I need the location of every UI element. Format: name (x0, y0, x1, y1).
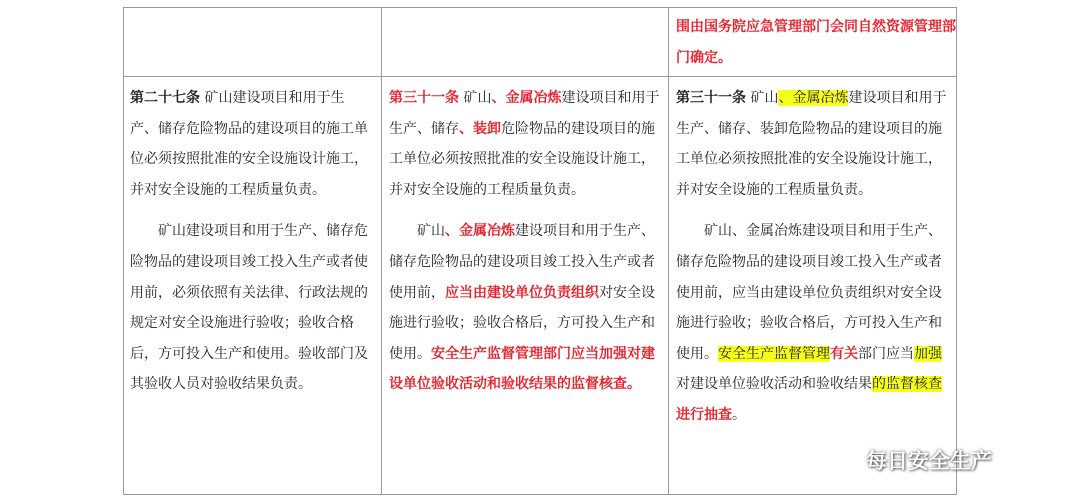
text-segment: 的监督核查 (872, 376, 942, 393)
text-segment: 第三十一条 (389, 90, 459, 106)
article-paragraph-2 (130, 216, 368, 400)
article-paragraph-1 (389, 83, 663, 205)
text-segment: 、金属冶炼 (491, 90, 562, 106)
text-segment: 第三十一条 (676, 90, 746, 106)
text-segment: 建设项目和用于生产、储存 (389, 90, 660, 137)
text-segment: 有关 (830, 345, 858, 362)
article-paragraph-2 (389, 216, 663, 400)
cell-draft-revision (389, 83, 663, 400)
row-divider (124, 76, 956, 77)
text-segment: 安全生产监督管理部门应当加强对建设单位验收活动和验收结果的监督核查。 (389, 345, 655, 393)
article-paragraph-2 (676, 216, 950, 430)
cell-final-revision (676, 83, 950, 431)
column-divider (381, 8, 382, 494)
text-segment: 第二十七条 (130, 90, 200, 106)
text-segment: 矿山建设项目和用于生产、储存危险物品的建设项目的施工单位必须按照批准的安全设施设计施工，并对安全设施的工程质量负责。 (130, 90, 368, 198)
text-segment: 、装卸 (459, 120, 501, 137)
column-divider (668, 8, 669, 494)
text-segment: 。 (732, 406, 746, 423)
wechat-icon (822, 445, 860, 475)
text-segment: 矿山、金属冶炼建设项目和用于生产、储存危险物品的建设项目竣工投入生产或者使用前，应当由建设单位负责组织对安全设施进行验收；验收合格后，方可投入生产和使用。 (676, 223, 942, 362)
text-segment: 安全生产监督管理 (718, 345, 830, 362)
text-segment: 应当由建设单位负责组织 (445, 284, 599, 301)
text-segment: 矿山 (746, 90, 779, 106)
article-paragraph-1 (130, 83, 368, 205)
article-paragraph-1 (676, 83, 950, 205)
text-segment: 加强 (914, 345, 942, 362)
top-right-note: 围由国务院应急管理部门会同自然资源管理部门确定。 (676, 19, 956, 66)
text-segment: 、金属冶炼 (445, 223, 515, 240)
text-segment: 对安全设施进行验收；验收合格后，方可投入生产和使用。 (389, 284, 655, 362)
text-segment: 进行抽查 (676, 406, 732, 423)
text-segment: 危险物品的建设项目的施工单位必须按照批准的安全设施设计施工，并对安全设施的工程质量负责。 (389, 120, 655, 198)
text-segment: 、金属冶炼 (778, 90, 849, 106)
text-segment: 矿山建设项目和用于生产、储存危险物品的建设项目竣工投入生产或者使用前，必须依照有关法律、行政法规的规定对安全设施进行验收；验收合格后，方可投入生产和使用。验收部门及其验收人员对验收结果负责。 (130, 223, 368, 393)
text-segment: 矿山 (417, 223, 445, 240)
text-segment: 矿山 (459, 90, 492, 106)
text-segment: 建设项目和用于生产、储存、装卸危险物品的建设项目的施工单位必须按照批准的安全设施设计施工，并对安全设施的工程质量负责。 (676, 90, 947, 198)
text-segment: 对建设单位验收活动和验收结果 (676, 376, 872, 393)
text-segment: 建设项目和用于生产、储存危险物品的建设项目竣工投入生产或者使用前， (389, 223, 655, 301)
cell-original-law (130, 83, 368, 400)
text-segment: 部门应当 (858, 345, 914, 362)
watermark (822, 445, 992, 475)
watermark-text: 每日安全生产 (866, 449, 992, 473)
